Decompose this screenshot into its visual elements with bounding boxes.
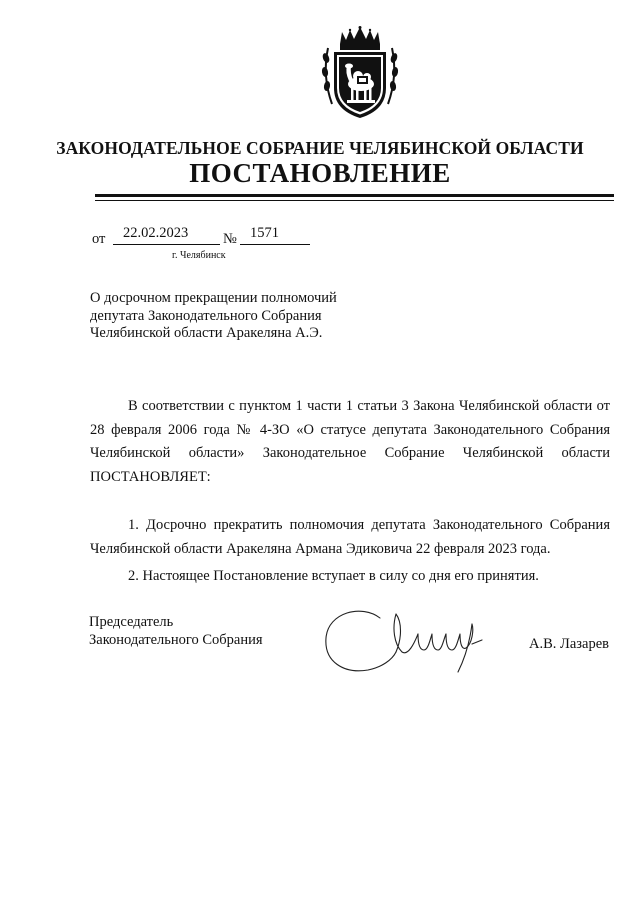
subject-line: О досрочном прекращении полномочий [90, 290, 337, 306]
organization-title: ЗАКОНОДАТЕЛЬНОЕ СОБРАНИЕ ЧЕЛЯБИНСКОЙ ОБЛАСТИ [56, 138, 584, 158]
subject-line: депутата Законодательного Собрания [90, 307, 322, 324]
number-prefix: № [223, 231, 237, 247]
city-label: г. Челябинск [172, 250, 226, 261]
preamble-line: Челябинской области» Законодательное Собрание Челябинской области [90, 445, 610, 461]
signatory-position [89, 614, 263, 649]
item-line: 2. Настоящее Постановление вступает в силу со дня его принятия. [128, 568, 539, 584]
position-line: Законодательного Собрания [89, 631, 263, 648]
document-number: 1571 [250, 225, 279, 241]
item-line: 1. Досрочно прекратить полномочия депутата Законодательного Собрания [128, 517, 610, 533]
preamble-line: ПОСТАНОВЛЯЕТ: [90, 468, 211, 485]
resolution-item-2 [90, 565, 610, 589]
coat-of-arms-icon [318, 26, 402, 120]
position-line: Председатель [89, 614, 174, 630]
document-type-title: ПОСТАНОВЛЕНИЕ [189, 158, 451, 188]
document-subject [90, 290, 337, 343]
preamble-line: В соответствии с пунктом 1 части 1 статьи 3 Закона Челябинской области от [128, 398, 610, 414]
resolution-item-1 [90, 514, 610, 561]
date-underline [113, 244, 220, 245]
preamble-line: 28 февраля 2006 года № 4-ЗО «О статусе депутата Законодательного Собрания [90, 421, 610, 438]
document-date: 22.02.2023 [123, 225, 189, 241]
date-prefix: от [92, 231, 106, 247]
preamble-paragraph [90, 395, 610, 489]
number-underline [240, 244, 310, 245]
subject-line: Челябинской области Аракеляна А.Э. [90, 325, 323, 341]
signatory-name: А.В. Лазарев [529, 636, 609, 652]
header-rule-thick [95, 194, 614, 197]
handwritten-signature-icon [322, 604, 492, 684]
item-line: Челябинской области Аракеляна Армана Эдиковича 22 февраля 2023 года. [90, 540, 551, 557]
header-rule-thin [95, 200, 614, 201]
